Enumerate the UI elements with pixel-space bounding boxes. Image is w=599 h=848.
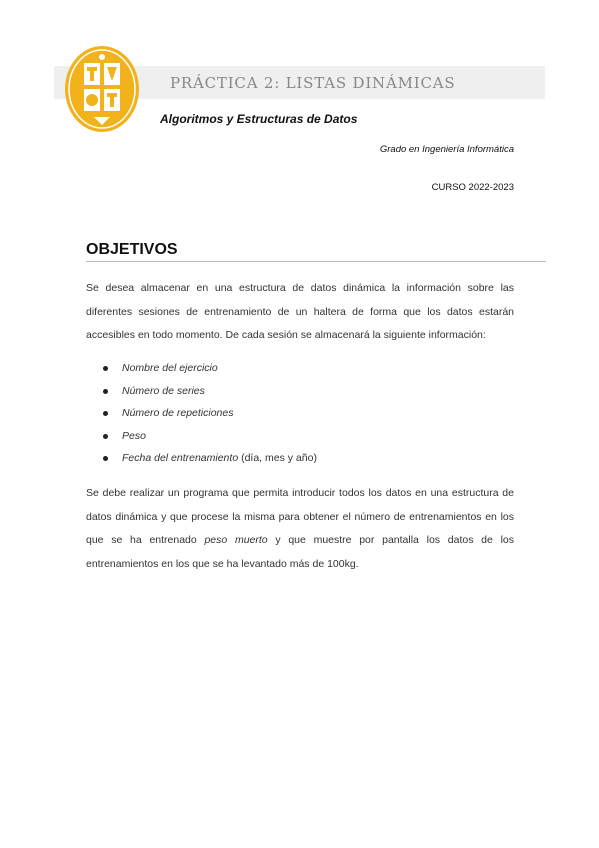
bullet-icon bbox=[103, 456, 108, 461]
list-item: Número de repeticiones bbox=[86, 402, 317, 425]
section-heading: OBJETIVOS bbox=[86, 241, 178, 258]
bullet-icon bbox=[103, 434, 108, 439]
info-list bbox=[86, 357, 317, 470]
emphasis-text: peso muerto bbox=[204, 534, 268, 546]
document-title: PRÁCTICA 2: LISTAS DINÁMICAS bbox=[170, 74, 456, 92]
bullet-icon bbox=[103, 389, 108, 394]
closing-paragraph: Se debe realizar un programa que permita introducir todos los datos en una estructura de datos dinámica y que procese la misma para obtener el número de entrenamientos en los que se ha entrenado peso muerto y que muestre por pantalla los datos de los entrenamientos en los que se ha levantado más de 100kg. bbox=[86, 487, 514, 570]
intro-paragraph: Se desea almacenar en una estructura de datos dinámica la información sobre las diferentes sesiones de entrenamiento de un haltera de forma que los datos estarán accesibles en todo momento. De cada sesión se almacenará la siguiente información: bbox=[86, 282, 514, 341]
subject-name: Algoritmos y Estructuras de Datos bbox=[160, 112, 358, 126]
bullet-icon bbox=[103, 411, 108, 416]
list-item: Número de series bbox=[86, 380, 317, 403]
list-item: Fecha del entrenamiento (día, mes y año) bbox=[86, 447, 317, 470]
list-item: Peso bbox=[86, 425, 317, 448]
bullet-icon bbox=[103, 366, 108, 371]
university-crest-icon bbox=[64, 45, 140, 133]
course-year: CURSO 2022-2023 bbox=[431, 182, 514, 193]
list-item: Nombre del ejercicio bbox=[86, 357, 317, 380]
degree-name: Grado en Ingeniería Informática bbox=[379, 144, 514, 155]
section-divider bbox=[86, 261, 546, 262]
